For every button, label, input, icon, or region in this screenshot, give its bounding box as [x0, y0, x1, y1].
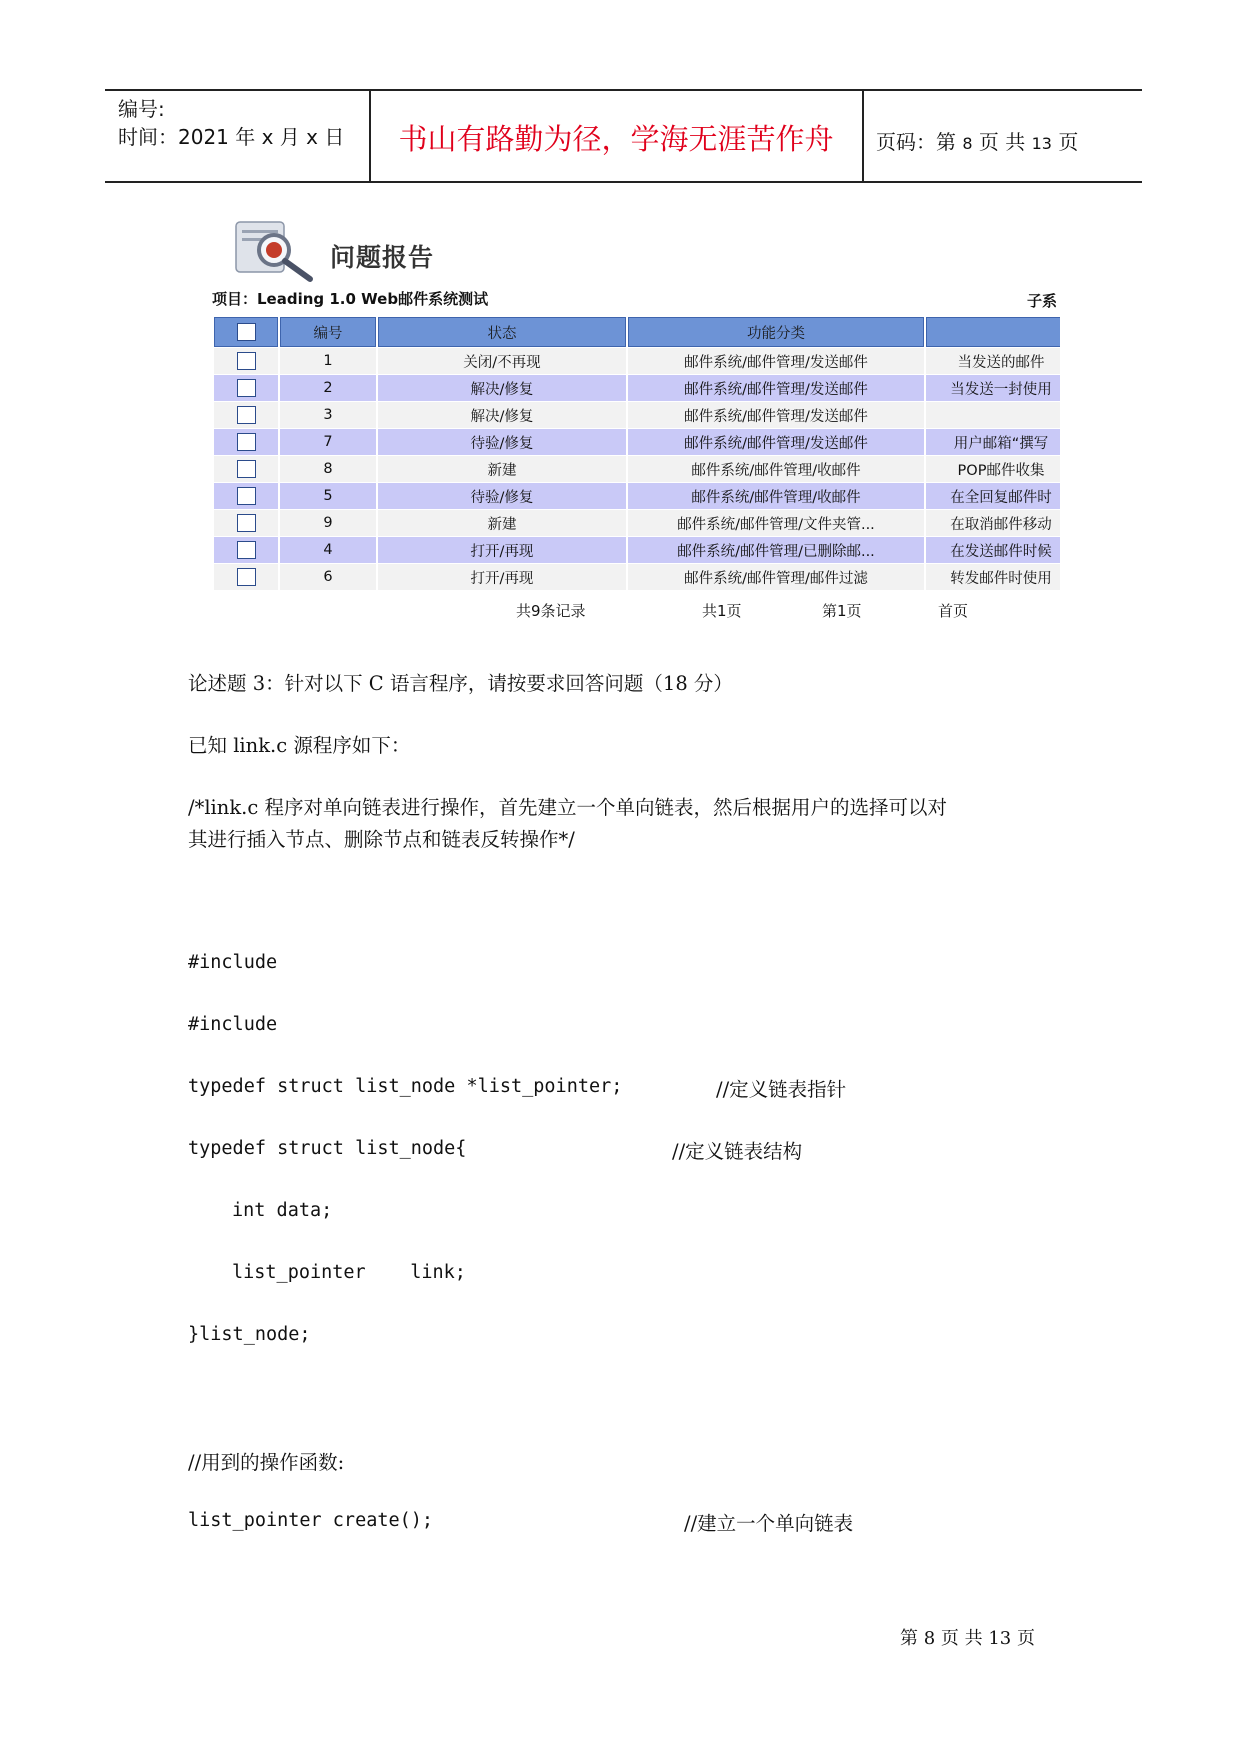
select-all-cell[interactable]: [214, 317, 278, 347]
row-checkbox[interactable]: [237, 568, 256, 586]
row-status: 打开/再现: [378, 564, 626, 590]
row-category: 邮件系统/邮件管理/发送邮件: [628, 375, 924, 401]
table-header-row: [214, 317, 1060, 347]
row-category: 邮件系统/邮件管理/收邮件: [628, 483, 924, 509]
page-footer: 第 8 页 共 13 页: [900, 1628, 1035, 1649]
code-include-1: #include: [188, 952, 278, 973]
row-id: 6: [280, 564, 376, 590]
table-row: [214, 348, 1060, 374]
table-row: [214, 456, 1060, 482]
row-select-cell[interactable]: [214, 456, 278, 482]
row-description[interactable]: 在发送邮件时候: [926, 537, 1060, 563]
row-description[interactable]: 当发送一封使用: [926, 375, 1060, 401]
row-id: 4: [280, 537, 376, 563]
code-typedef-pointer: typedef struct list_node *list_pointer;: [188, 1076, 623, 1097]
column-header-category[interactable]: 功能分类: [628, 317, 924, 347]
description-comment-line1: /*link.c 程序对单向链表进行操作，首先建立一个单向链表，然后根据用户的选择可以对: [188, 796, 947, 819]
row-select-cell[interactable]: [214, 537, 278, 563]
code-field-link: list_pointer link;: [232, 1262, 466, 1283]
row-id: 8: [280, 456, 376, 482]
row-id: 3: [280, 402, 376, 428]
table-row: [214, 402, 1060, 428]
description-comment-line2: 其进行插入节点、删除节点和链表反转操作*/: [188, 828, 575, 851]
header-divider-left: [369, 90, 371, 182]
known-source-line: 已知 link.c 源程序如下：: [188, 734, 411, 757]
row-status: 解决/修复: [378, 375, 626, 401]
column-header-id[interactable]: 编号: [280, 317, 376, 347]
row-checkbox[interactable]: [237, 406, 256, 424]
row-category: 邮件系统/邮件管理/发送邮件: [628, 348, 924, 374]
row-status: 待验/修复: [378, 483, 626, 509]
row-category: 邮件系统/邮件管理/发送邮件: [628, 429, 924, 455]
table-row: [214, 483, 1060, 509]
current-page: 第1页: [822, 602, 862, 620]
row-status: 待验/修复: [378, 429, 626, 455]
row-description[interactable]: POP邮件收集: [926, 456, 1060, 482]
issue-report-figure: [210, 210, 1060, 630]
column-header-description[interactable]: [926, 317, 1060, 347]
row-id: 1: [280, 348, 376, 374]
row-select-cell[interactable]: [214, 429, 278, 455]
row-status: 关闭/不再现: [378, 348, 626, 374]
row-checkbox[interactable]: [237, 487, 256, 505]
table-row: [214, 537, 1060, 563]
header-page-number: 8: [962, 134, 973, 153]
code-create-decl: list_pointer create();: [188, 1510, 434, 1531]
header-page-suffix: 页: [1051, 130, 1079, 154]
row-id: 5: [280, 483, 376, 509]
code-typedef-struct: typedef struct list_node{: [188, 1138, 467, 1159]
row-id: 2: [280, 375, 376, 401]
row-select-cell[interactable]: [214, 564, 278, 590]
row-description[interactable]: 在取消邮件移动: [926, 510, 1060, 536]
table-row: [214, 510, 1060, 536]
row-checkbox[interactable]: [237, 352, 256, 370]
column-header-status[interactable]: 状态: [378, 317, 626, 347]
row-status: 新建: [378, 510, 626, 536]
code-ops-comment: //用到的操作函数:: [188, 1451, 345, 1474]
row-description[interactable]: 当发送的邮件: [926, 348, 1060, 374]
report-title: 问题报告: [330, 243, 435, 272]
row-category: 邮件系统/邮件管理/邮件过滤: [628, 564, 924, 590]
first-page-link[interactable]: 首页: [938, 602, 969, 620]
row-checkbox[interactable]: [237, 433, 256, 451]
row-id: 9: [280, 510, 376, 536]
row-checkbox[interactable]: [237, 541, 256, 559]
table-row: [214, 564, 1060, 590]
row-category: 邮件系统/邮件管理/收邮件: [628, 456, 924, 482]
select-all-checkbox[interactable]: [237, 323, 256, 341]
question-heading: 论述题 3：针对以下 C 语言程序，请按要求回答问题（18 分）: [188, 672, 733, 695]
code-comment-struct: //定义链表结构: [672, 1140, 803, 1163]
row-select-cell[interactable]: [214, 348, 278, 374]
header-time-label: 时间：2021 年 x 月 x 日: [118, 125, 345, 149]
table-row: [214, 375, 1060, 401]
row-status: 新建: [378, 456, 626, 482]
page-count: 共1页: [702, 602, 742, 620]
row-select-cell[interactable]: [214, 375, 278, 401]
row-description[interactable]: 在全回复邮件时: [926, 483, 1060, 509]
code-comment-pointer: //定义链表指针: [716, 1078, 847, 1101]
row-checkbox[interactable]: [237, 514, 256, 532]
report-project: 项目：Leading 1.0 Web邮件系统测试: [212, 290, 489, 308]
row-description[interactable]: [926, 402, 1060, 428]
report-subsystem-label: 子系: [1027, 292, 1058, 310]
row-select-cell[interactable]: [214, 510, 278, 536]
row-checkbox[interactable]: [237, 379, 256, 397]
row-status: 解决/修复: [378, 402, 626, 428]
header-page-total: 13: [1031, 134, 1052, 153]
header-motto: 书山有路勤为径，学海无涯苦作舟: [398, 122, 834, 156]
header-page-indicator: [876, 126, 1078, 155]
row-category: 邮件系统/邮件管理/已删除邮...: [628, 537, 924, 563]
row-description[interactable]: 转发邮件时使用: [926, 564, 1060, 590]
code-struct-end: }list_node;: [188, 1324, 311, 1345]
row-category: 邮件系统/邮件管理/文件夹管...: [628, 510, 924, 536]
code-field-data: int data;: [232, 1200, 333, 1221]
record-count: 共9条记录: [516, 602, 586, 620]
issue-table: [212, 316, 1060, 591]
header-page-prefix: 页码：第: [876, 130, 963, 154]
row-checkbox[interactable]: [237, 460, 256, 478]
magnifier-report-icon: [230, 216, 322, 284]
header-top-rule: [105, 89, 1142, 91]
table-row: [214, 429, 1060, 455]
row-select-cell[interactable]: [214, 483, 278, 509]
code-include-2: #include: [188, 1014, 278, 1035]
row-select-cell[interactable]: [214, 402, 278, 428]
header-page-mid: 页 共: [972, 130, 1032, 154]
row-id: 7: [280, 429, 376, 455]
code-comment-create: //建立一个单向链表: [684, 1512, 854, 1535]
row-description[interactable]: 用户邮箱“撰写: [926, 429, 1060, 455]
row-category: 邮件系统/邮件管理/发送邮件: [628, 402, 924, 428]
row-status: 打开/再现: [378, 537, 626, 563]
header-number-label: 编号:: [118, 97, 165, 121]
header-divider-right: [862, 90, 864, 182]
header-bottom-rule: [105, 181, 1142, 183]
